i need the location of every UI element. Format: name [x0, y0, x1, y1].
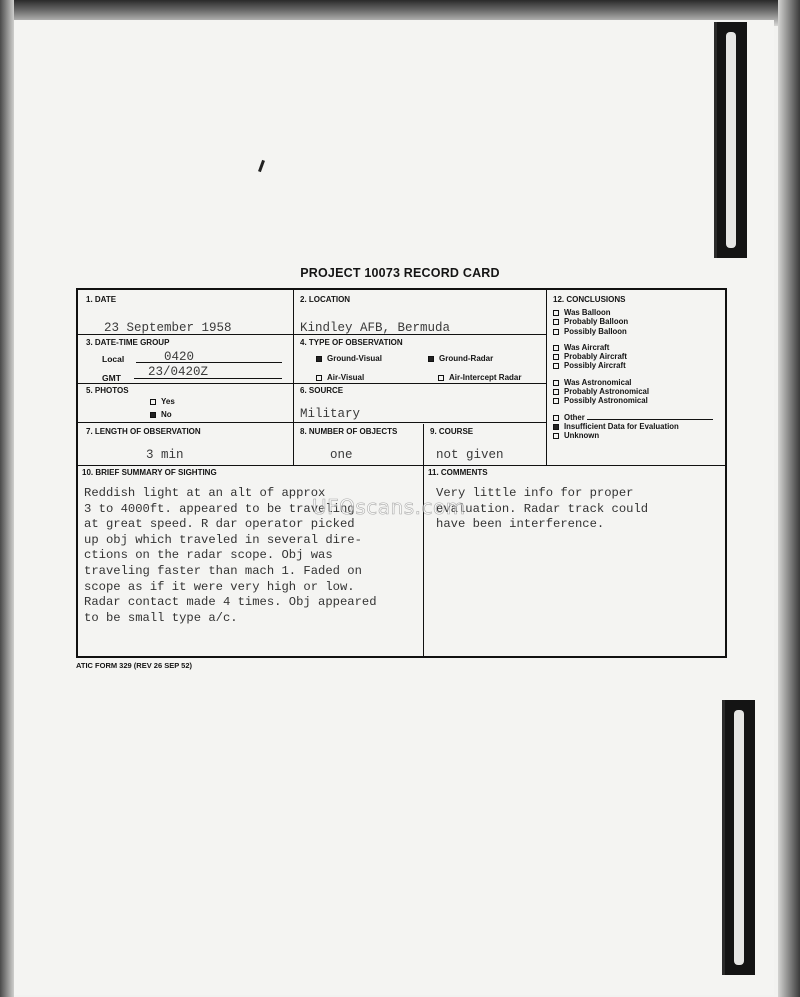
obs-air-intercept-radar: Air-Intercept Radar — [438, 373, 521, 382]
checkbox-icon — [438, 375, 444, 381]
location-value: Kindley AFB, Bermuda — [300, 321, 451, 335]
checkbox-icon — [553, 354, 559, 360]
checkbox-icon — [553, 329, 559, 335]
conclusion-option: Unknown — [553, 431, 713, 440]
obs-air-visual: Air-Visual — [316, 373, 364, 382]
conclusion-option: Probably Aircraft — [553, 352, 713, 361]
checkbox-icon — [553, 345, 559, 351]
film-strip-bottom — [722, 700, 755, 975]
date-time-group-label: 3. DATE-TIME GROUP — [86, 338, 170, 347]
brief-summary-text: Reddish light at an alt of approx 3 to 4000ft. appeared to be traveling at great speed. R dar operator picked up obj which traveled in several dire- ctions on the radar scope. Obj was traveling faster than mach 1. Faded on scope as if it were very high or low. Radar contact made 4 times. Obj appeared to be small type a/c. — [84, 486, 377, 625]
local-label: Local — [102, 354, 125, 364]
obs-ground-radar: Ground-Radar — [428, 354, 493, 363]
checkbox-icon — [150, 399, 156, 405]
brief-summary-label: 10. BRIEF SUMMARY OF SIGHTING — [82, 468, 217, 477]
source-label: 6. SOURCE — [300, 386, 344, 395]
checkbox-icon — [316, 375, 322, 381]
conclusion-option: Probably Balloon — [553, 317, 713, 326]
local-value: 0420 — [164, 350, 195, 364]
photos-no: No — [150, 410, 172, 419]
checkbox-icon — [553, 433, 559, 439]
scan-edge-left — [0, 0, 14, 997]
comments-text: Very little info for proper evaluation. Radar track could have been interference. — [436, 486, 649, 532]
checkbox-icon — [553, 415, 559, 421]
number-of-objects-label: 8. NUMBER OF OBJECTS — [300, 427, 398, 436]
location-label: 2. LOCATION — [300, 295, 351, 304]
checkbox-icon — [553, 319, 559, 325]
checkbox-icon — [553, 398, 559, 404]
conclusion-option: Possibly Balloon — [553, 327, 713, 336]
checkbox-icon — [553, 363, 559, 369]
card-title: PROJECT 10073 RECORD CARD — [300, 266, 500, 280]
conclusion-option: Was Aircraft — [553, 343, 713, 352]
number-of-objects-value: one — [330, 448, 353, 462]
checkbox-icon — [553, 310, 559, 316]
date-value: 23 September 1958 — [104, 321, 232, 335]
length-of-observation-value: 3 min — [146, 448, 184, 462]
checkbox-checked-icon — [428, 356, 434, 362]
conclusions-list — [553, 308, 713, 448]
conclusion-option: Possibly Astronomical — [553, 396, 713, 405]
conclusion-option: Possibly Aircraft — [553, 361, 713, 370]
comments-label: 11. COMMENTS — [428, 468, 488, 477]
checkbox-icon — [553, 380, 559, 386]
film-strip-top — [714, 22, 747, 258]
scan-edge-right — [778, 0, 800, 997]
conclusion-option: Other — [553, 413, 713, 422]
record-card — [76, 288, 727, 658]
photos-label: 5. PHOTOS — [86, 386, 129, 395]
course-value: not given — [436, 448, 504, 462]
conclusion-option-checked: Insufficient Data for Evaluation — [553, 422, 713, 431]
gmt-label: GMT — [102, 373, 121, 383]
checkbox-checked-icon — [553, 424, 559, 430]
obs-ground-visual: Ground-Visual — [316, 354, 382, 363]
conclusion-option: Was Balloon — [553, 308, 713, 317]
conclusion-option: Was Astronomical — [553, 378, 713, 387]
source-value: Military — [300, 407, 361, 421]
conclusions-label: 12. CONCLUSIONS — [553, 295, 626, 304]
date-label: 1. DATE — [86, 295, 117, 304]
watermark: UFOscans.com — [312, 495, 466, 519]
checkbox-checked-icon — [316, 356, 322, 362]
checkbox-checked-icon — [150, 412, 156, 418]
checkbox-icon — [553, 389, 559, 395]
course-label: 9. COURSE — [430, 427, 474, 436]
conclusion-option: Probably Astronomical — [553, 387, 713, 396]
photos-yes: Yes — [150, 397, 175, 406]
length-of-observation-label: 7. LENGTH OF OBSERVATION — [86, 427, 201, 436]
form-id: ATIC FORM 329 (REV 26 SEP 52) — [76, 661, 193, 670]
type-of-observation-label: 4. TYPE OF OBSERVATION — [300, 338, 403, 347]
gmt-value: 23/0420Z — [148, 365, 209, 379]
